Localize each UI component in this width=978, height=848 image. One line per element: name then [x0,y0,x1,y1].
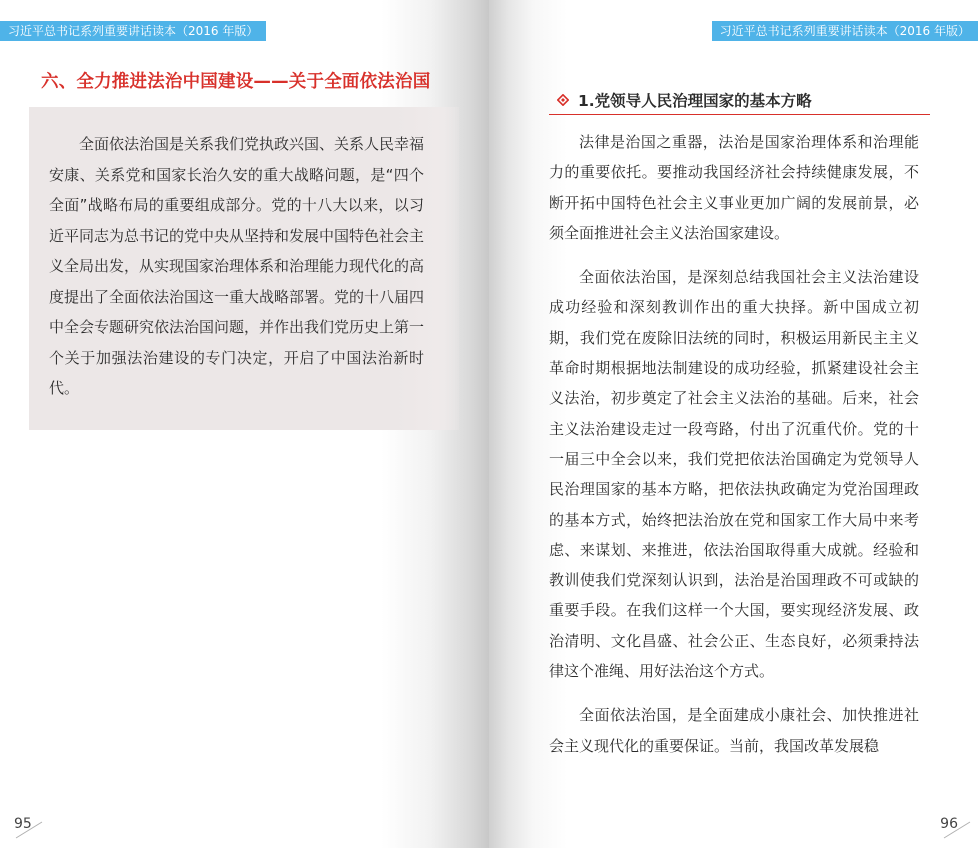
body-paragraph: 法律是治国之重器，法治是国家治理体系和治理能力的重要依托。要推动我国经济社会持续健康发展，不断开拓中国特色社会主义事业更加广阔的发展前景，必须全面推进社会主义法治国家建设。 [549,133,919,242]
page-number: 95 [14,816,32,832]
book-header-tag: 习近平总书记系列重要讲话读本（2016 年版） [712,21,978,41]
body-paragraph: 全面依法治国，是深刻总结我国社会主义法治建设成功经验和深刻教训作出的重大抉择。新中国成立初期，我们党在废除旧法统的同时，积极运用新民主主义革命时期根据地法制建设的成功经验，抓紧建设社会主义法治，初步奠定了社会主义法治的基础。后来，社会主义法治建设走过一段弯路，付出了沉重代价。党的十一届三中全会以来，我们党把依法治国确定为党领导人民治理国家的基本方略，把依法执政确定为党治国理政的基本方式，始终把法治放在党和国家工作大局中来考虑、来谋划、来推进，依法治国取得重大成就。经验和教训使我们党深刻认识到，法治是治国理政不可或缺的重要手段。在我们这样一个大国，要实现经济发展、政治清明、文化昌盛、社会公正、生态良好，必须秉持法律这个准绳、用好法治这个方式。 [549,268,919,681]
diamond-bullet-icon [557,94,569,106]
page-corner-slash-icon [942,820,972,840]
book-header-tag: 习近平总书记系列重要讲话读本（2016 年版） [0,21,266,41]
section-title: 六、全力推进法治中国建设——关于全面依法治国 [41,72,431,92]
body-paragraph: 全面依法治国，是全面建成小康社会、加快推进社会主义现代化的重要保证。当前，我国改革发展稳 [549,706,919,755]
page-corner-slash-icon [14,820,44,840]
body-text [549,127,919,775]
summary-text: 全面依法治国是关系我们党执政兴国、关系人民幸福安康、关系党和国家长治久安的重大战略问题，是“四个全面”战略布局的重要组成部分。党的十八大以来，以习近平同志为总书记的党中央从坚持和发展中国特色社会主义全局出发，从实现国家治理体系和治理能力现代化的高度提出了全面依法治国这一重大战略部署。党的十八届四中全会专题研究依法治国问题，并作出我们党历史上第一个关于加强法治建设的专门决定，开启了中国法治新时代。 [49,135,425,397]
summary-box [29,107,459,430]
subsection-title: 1.党领导人民治理国家的基本方略 [578,92,812,110]
page-number: 96 [940,816,958,832]
right-page [489,0,978,848]
subsection-heading [549,86,930,115]
